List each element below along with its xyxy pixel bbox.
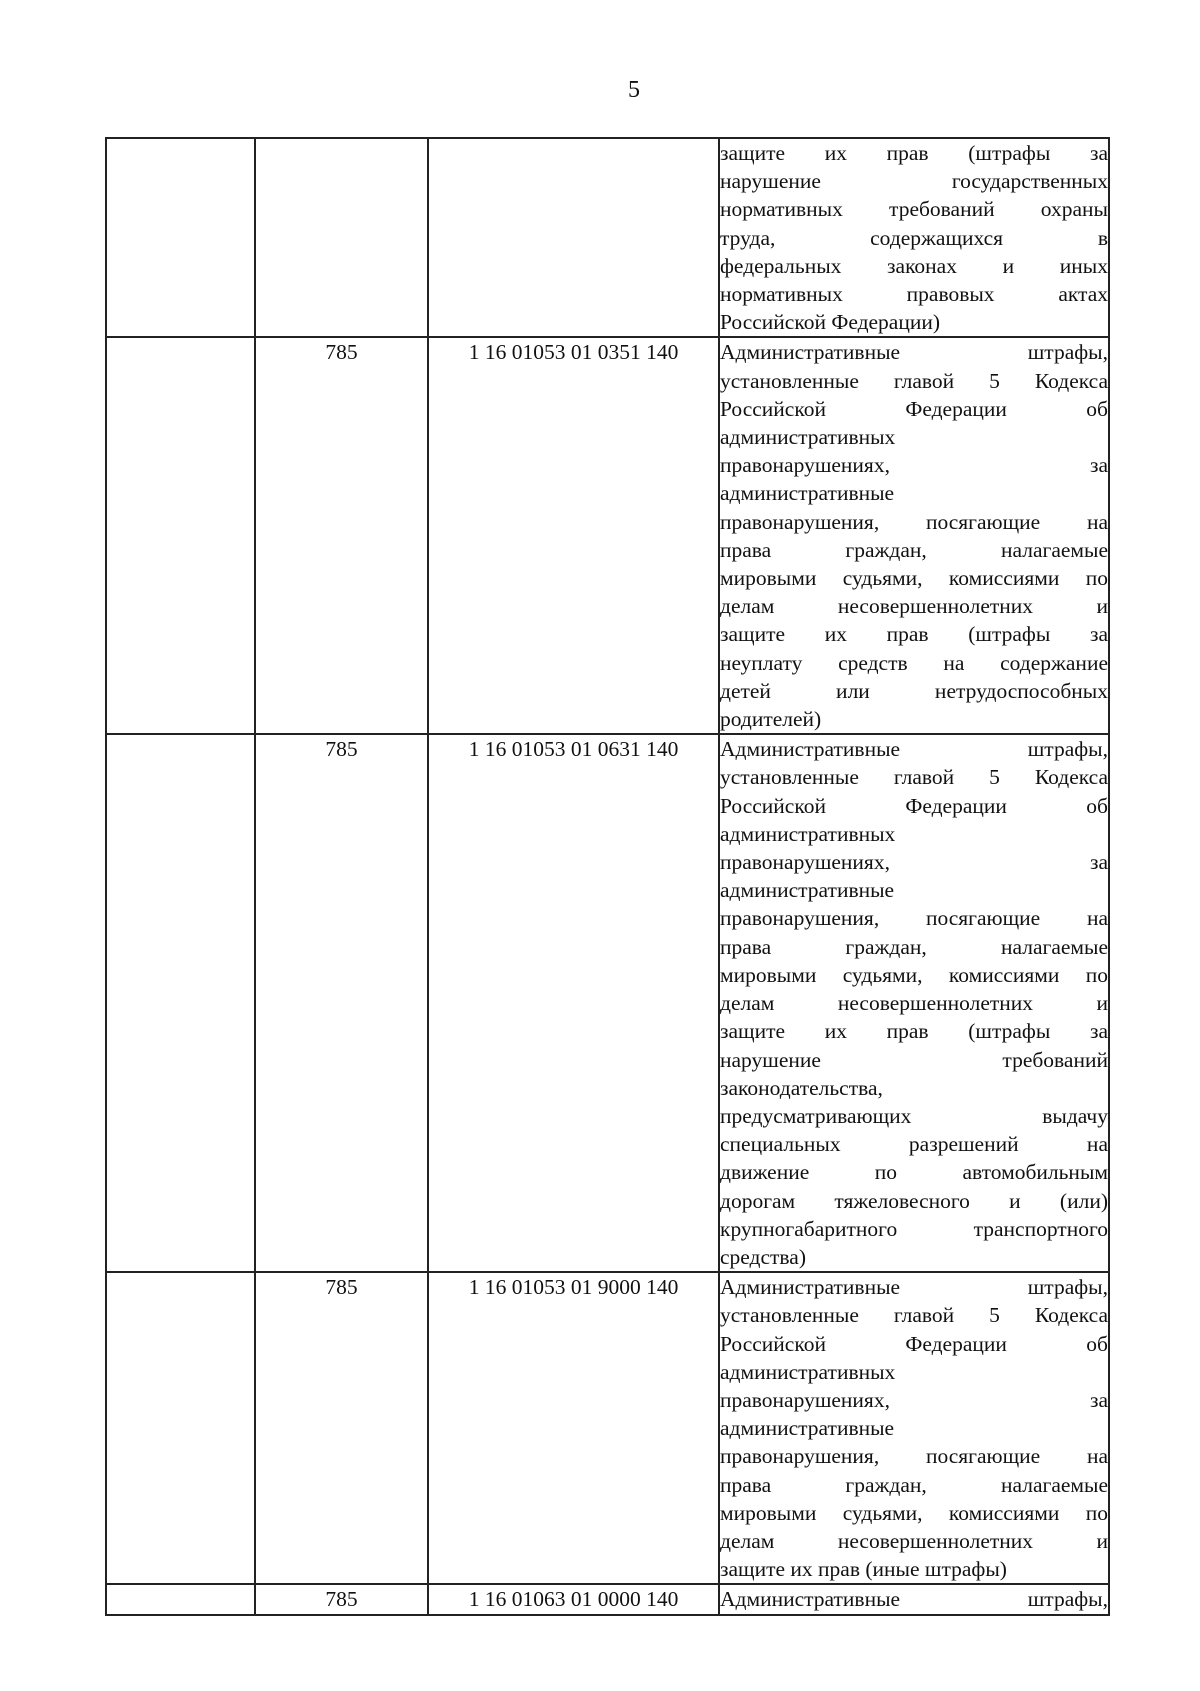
- description-line: предусматривающих выдачу: [720, 1103, 1108, 1128]
- description-line: Административные штрафы,: [720, 1587, 1108, 1612]
- description-line: права граждан, налагаемые: [720, 1472, 1108, 1497]
- cell-empty: [106, 1272, 255, 1584]
- table-row: [106, 138, 1109, 337]
- description-line: мировыми судьями, комиссиями по: [720, 566, 1108, 591]
- description-line: правонарушениях, за: [720, 1387, 1108, 1412]
- description-line: труда, содержащихся в: [720, 225, 1108, 250]
- description-line: установленные главой 5 Кодекса: [720, 765, 1108, 790]
- table-row: [106, 734, 1109, 1272]
- description-line: правонарушения, посягающие на: [720, 509, 1108, 534]
- description-line: административные: [720, 481, 895, 506]
- cell-empty: [106, 734, 255, 1272]
- description-line: Административные штрафы,: [720, 340, 1108, 365]
- cell-description: [719, 1272, 1109, 1584]
- description-line: делам несовершеннолетних и: [720, 594, 1108, 619]
- description-line: неуплату средств на содержание: [720, 650, 1108, 675]
- cell-admin-code: 785: [255, 1272, 428, 1584]
- description-line: административных: [720, 1359, 896, 1384]
- description-line: Административные штрафы,: [720, 1275, 1108, 1300]
- cell-kbk-code: 1 16 01063 01 0000 140: [428, 1584, 719, 1614]
- cell-admin-code: 785: [255, 1584, 428, 1614]
- description-line: Административные штрафы,: [720, 737, 1108, 762]
- cell-admin-code: [255, 138, 428, 337]
- description-line: административных: [720, 821, 896, 846]
- description-line: детей или нетрудоспособных: [720, 678, 1108, 703]
- description-line: движение по автомобильным: [720, 1160, 1108, 1185]
- description-line: установленные главой 5 Кодекса: [720, 368, 1108, 393]
- description-line: делам несовершеннолетних и: [720, 991, 1108, 1016]
- description-line: правонарушениях, за: [720, 850, 1108, 875]
- description-line: делам несовершеннолетних и: [720, 1528, 1108, 1553]
- cell-description: [719, 1584, 1109, 1614]
- description-line: нарушение государственных: [720, 169, 1108, 194]
- description-line: Российской Федерации об: [720, 396, 1108, 421]
- description-line: Российской Федерации об: [720, 1331, 1108, 1356]
- description-line: мировыми судьями, комиссиями по: [720, 962, 1108, 987]
- description-line: права граждан, налагаемые: [720, 934, 1108, 959]
- table-body: [106, 138, 1109, 1615]
- description-line: средства): [720, 1244, 806, 1269]
- description-line: правонарушения, посягающие на: [720, 906, 1108, 931]
- description-line: права граждан, налагаемые: [720, 537, 1108, 562]
- page-number: 5: [628, 77, 640, 103]
- description-line: Российской Федерации): [720, 310, 941, 335]
- description-line: мировыми судьями, комиссиями по: [720, 1500, 1108, 1525]
- cell-description: [719, 734, 1109, 1272]
- cell-description: [719, 337, 1109, 734]
- description-line: нарушение требований: [720, 1047, 1108, 1072]
- description-line: Российской Федерации об: [720, 793, 1108, 818]
- description-line: дорогам тяжеловесного и (или): [720, 1188, 1108, 1213]
- description-line: защите их прав (штрафы за: [720, 622, 1108, 647]
- table-row: [106, 337, 1109, 734]
- description-line: нормативных правовых актах: [720, 282, 1108, 307]
- cell-empty: [106, 1584, 255, 1614]
- cell-admin-code: 785: [255, 337, 428, 734]
- description-line: административных: [720, 425, 896, 450]
- description-line: федеральных законах и иных: [720, 253, 1108, 278]
- description-line: защите их прав (иные штрафы): [720, 1557, 1007, 1582]
- description-line: административные: [720, 1416, 895, 1441]
- description-line: законодательства,: [720, 1075, 883, 1100]
- description-line: крупногабаритного транспортного: [720, 1216, 1108, 1241]
- description-line: нормативных требований охраны: [720, 197, 1108, 222]
- description-line: родителей): [720, 707, 822, 732]
- cell-empty: [106, 138, 255, 337]
- cell-admin-code: 785: [255, 734, 428, 1272]
- cell-description: [719, 138, 1109, 337]
- description-line: специальных разрешений на: [720, 1132, 1108, 1157]
- description-line: защите их прав (штрафы за: [720, 1019, 1108, 1044]
- cell-kbk-code: 1 16 01053 01 0631 140: [428, 734, 719, 1272]
- description-line: правонарушения, посягающие на: [720, 1444, 1108, 1469]
- description-line: установленные главой 5 Кодекса: [720, 1303, 1108, 1328]
- budget-classification-table: [105, 137, 1110, 1616]
- table-row: [106, 1272, 1109, 1584]
- table-row: [106, 1584, 1109, 1614]
- cell-kbk-code: [428, 138, 719, 337]
- description-line: правонарушениях, за: [720, 453, 1108, 478]
- description-line: административные: [720, 878, 895, 903]
- cell-kbk-code: 1 16 01053 01 9000 140: [428, 1272, 719, 1584]
- cell-empty: [106, 337, 255, 734]
- cell-kbk-code: 1 16 01053 01 0351 140: [428, 337, 719, 734]
- description-line: защите их прав (штрафы за: [720, 141, 1108, 165]
